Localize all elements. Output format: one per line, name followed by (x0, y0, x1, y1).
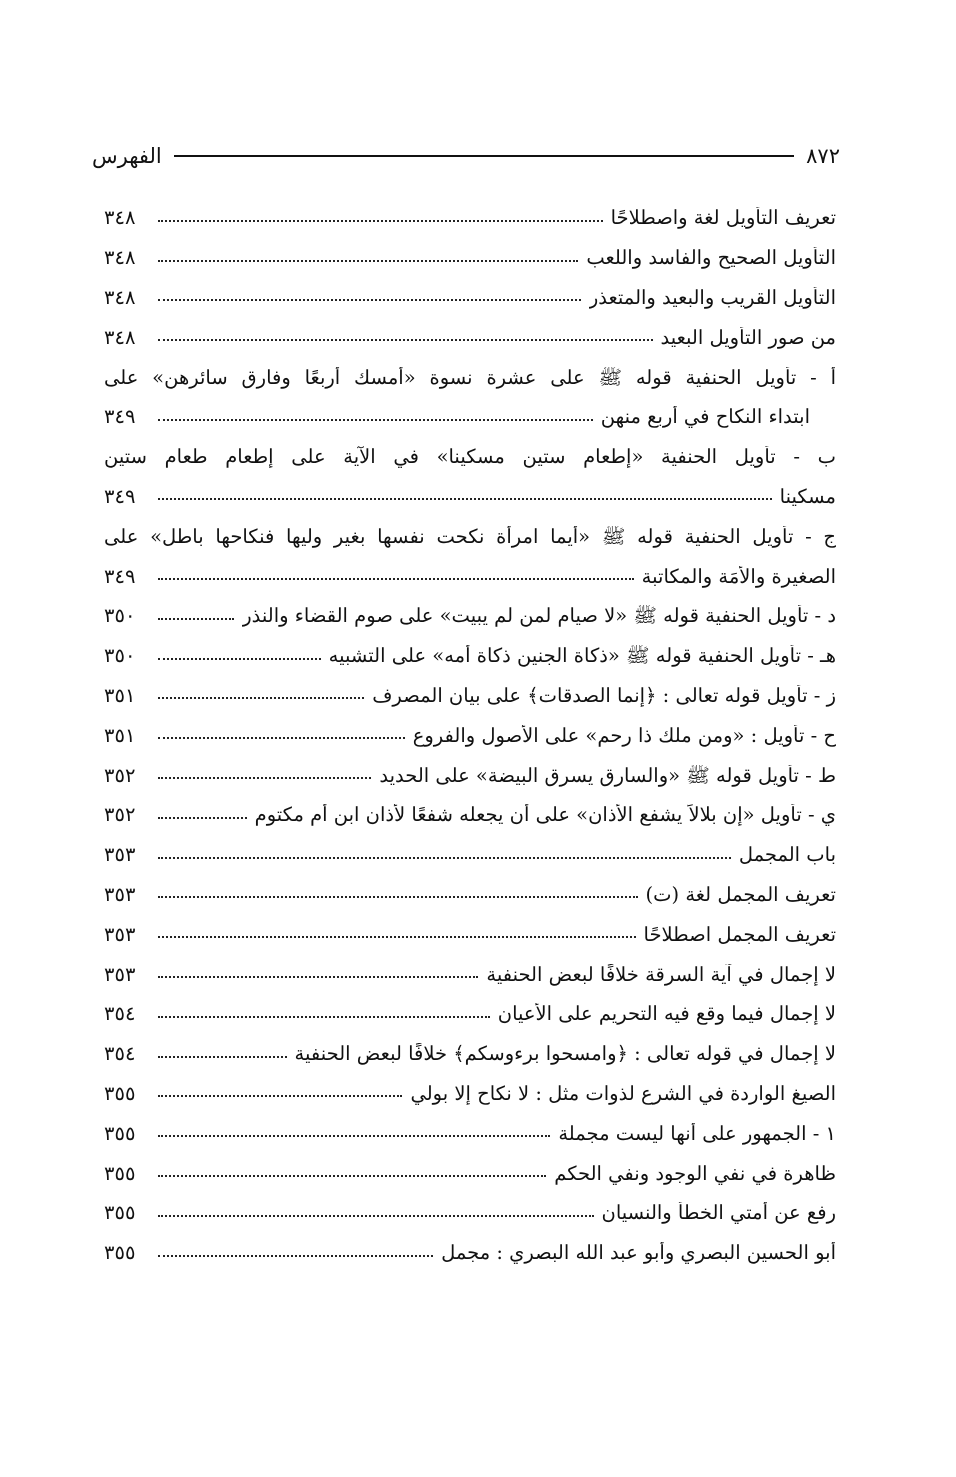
toc-entry (104, 906, 836, 946)
toc-entry-title: ب - تأويل الحنفية «إطعام ستين مسكينا» في الآية على إطعام طعام ستين (104, 446, 836, 469)
toc-entry-page: ٣٤٩ (104, 405, 136, 429)
toc-entry-page: ٣٥١ (104, 683, 136, 707)
toc-entry-title: رفع عن أمتي الخطأ والنسيان (601, 1202, 836, 1225)
dot-leader (158, 817, 247, 819)
toc-entry-title: أبو الحسين البصري وأبو عبد الله البصري : مجمل (441, 1242, 836, 1265)
toc-entry (104, 1105, 836, 1145)
toc-entry (104, 588, 836, 628)
toc-entry-page: ٣٤٩ (104, 484, 136, 508)
toc-entry-title: ي - تأويل «إن بلالاً يشفع الأذان» على أن يجعله شفعًا لأذان ابن أم مكتوم (254, 804, 836, 827)
toc-entry (104, 707, 836, 747)
toc-entry-page: ٣٥٢ (104, 763, 136, 787)
toc-entry (104, 1225, 836, 1265)
toc-entry (104, 270, 836, 310)
dot-leader (158, 1056, 287, 1058)
toc-entry-page: ٣٥٣ (104, 882, 136, 906)
dot-leader (158, 658, 321, 660)
toc-entry-title: ١ - الجمهور على أنها ليست مجملة (558, 1122, 836, 1145)
toc-entry-title: الصيغ الواردة في الشرع لذوات مثل : لا نكاح إلا بولي (410, 1082, 836, 1105)
toc-entry-page: ٣٥٠ (104, 644, 136, 668)
dot-leader (158, 419, 593, 421)
toc-entry-title: الصغيرة والأمَة والمكاتبة (641, 565, 836, 588)
dot-leader (158, 220, 603, 222)
dot-leader (158, 777, 371, 779)
running-header (92, 138, 840, 174)
toc-entry (104, 827, 836, 867)
header-rule (174, 155, 794, 157)
toc-entry-page: ٣٥٣ (104, 962, 136, 986)
dot-leader (158, 1135, 550, 1137)
dot-leader (158, 1175, 546, 1177)
toc-entry (104, 389, 836, 429)
dot-leader (158, 697, 364, 699)
toc-entry (104, 668, 836, 708)
dot-leader (158, 299, 581, 301)
toc-entry (104, 747, 836, 787)
toc-entry (104, 469, 836, 509)
toc-entry-title: ط - تأويل قوله ﷺ «والسارق يسرق البيضة» على الحديد (379, 764, 836, 787)
toc-entry-page: ٣٥٠ (104, 604, 136, 628)
toc-entry-page: ٣٥٥ (104, 1121, 136, 1145)
dot-leader (158, 976, 478, 978)
dot-leader (158, 737, 405, 739)
toc-entry-page: ٣٤٨ (104, 206, 136, 230)
dot-leader (158, 339, 653, 341)
toc-entry (104, 946, 836, 986)
toc-entry-title: تعريف التأويل لغة واصطلاحًا (610, 207, 836, 230)
table-of-contents (104, 190, 836, 1265)
toc-entry (104, 1185, 836, 1225)
toc-entry-page: ٣٤٨ (104, 246, 136, 270)
toc-entry-title: مسكينا (779, 485, 836, 508)
toc-entry (104, 508, 836, 548)
toc-entry-page: ٣٤٩ (104, 564, 136, 588)
toc-entry-page: ٣٥٥ (104, 1081, 136, 1105)
toc-entry-page: ٣٤٨ (104, 285, 136, 309)
toc-entry-page: ٣٤٨ (104, 325, 136, 349)
toc-entry (104, 1145, 836, 1185)
toc-entry (104, 986, 836, 1026)
dot-leader (158, 498, 772, 500)
toc-entry-title: ظاهرة في نفي الوجود ونفي الحكم (554, 1162, 836, 1185)
dot-leader (158, 857, 731, 859)
toc-entry (104, 429, 836, 469)
dot-leader (158, 1215, 594, 1217)
toc-entry (104, 309, 836, 349)
toc-entry-title: ابتداء النكاح في أربع منهن (600, 406, 810, 429)
toc-entry-page: ٣٥٥ (104, 1201, 136, 1225)
toc-entry (104, 230, 836, 270)
header-title: الفهرس (92, 144, 162, 168)
toc-entry-title: لا إجمال في آية السرقة خلافًا لبعض الحنفية (486, 963, 836, 986)
toc-entry-title: أ - تأويل الحنفية قوله ﷺ على عشرة نسوة «أمسك أربعًا وفارق سائرهن» على (104, 366, 836, 389)
toc-entry-title: تعريف المجمل لغة (ت) (645, 883, 836, 906)
toc-entry-title: باب المجمل (738, 844, 836, 867)
toc-entry-page: ٣٥١ (104, 723, 136, 747)
toc-entry (104, 190, 836, 230)
toc-entry-page: ٣٥٥ (104, 1241, 136, 1265)
toc-entry-page: ٣٥٣ (104, 843, 136, 867)
dot-leader (158, 896, 638, 898)
toc-entry-title: التأويل القريب والبعيد والمتعذر (588, 286, 836, 309)
page-number: ٨٧٢ (806, 144, 840, 168)
toc-entry-page: ٣٥٤ (104, 1002, 136, 1026)
dot-leader (158, 260, 578, 262)
toc-entry (104, 349, 836, 389)
dot-leader (158, 1016, 490, 1018)
toc-entry-title: التأويل الصحيح والفاسد واللعب (586, 247, 836, 270)
dot-leader (158, 1255, 433, 1257)
toc-entry-title: ج - تأويل الحنفية قوله ﷺ «أيما امرأة نكحت نفسها بغير وليها فنكاحها باطل» على (104, 525, 836, 548)
dot-leader (158, 936, 636, 938)
toc-entry-title: تعريف المجمل اصطلاحًا (643, 923, 836, 946)
dot-leader (158, 618, 234, 620)
toc-entry-title: هـ - تأويل الحنفية قوله ﷺ «ذكاة الجنين ذكاة أمه» على التشبيه (328, 645, 836, 668)
toc-entry (104, 1066, 836, 1106)
toc-entry (104, 628, 836, 668)
toc-entry (104, 1026, 836, 1066)
toc-entry (104, 787, 836, 827)
toc-entry-title: ز - تأويل قوله تعالى : ﴿إنما الصدقات﴾ على بيان المصرف (372, 684, 836, 707)
toc-entry-title: من صور التأويل البعيد (660, 326, 836, 349)
dot-leader (158, 578, 634, 580)
toc-entry-page: ٣٥٤ (104, 1042, 136, 1066)
toc-entry-page: ٣٥٥ (104, 1161, 136, 1185)
dot-leader (158, 1095, 402, 1097)
toc-entry-page: ٣٥٣ (104, 922, 136, 946)
toc-entry-title: ح - تأويل : «ومن ملك ذا رحم» على الأصول والفروع (412, 724, 836, 747)
toc-entry-page: ٣٥٢ (104, 803, 136, 827)
toc-entry-title: لا إجمال في قوله تعالى : ﴿وامسحوا برءوسكم﴾ خلافًا لبعض الحنفية (294, 1043, 836, 1066)
toc-entry-title: لا إجمال فيما وقع فيه التحريم على الأعيان (497, 1003, 836, 1026)
toc-entry (104, 548, 836, 588)
toc-entry-title: د - تأويل الحنفية قوله ﷺ «لا صيام لمن لم يبيت» على صوم القضاء والنذر (242, 605, 836, 628)
toc-entry (104, 867, 836, 907)
